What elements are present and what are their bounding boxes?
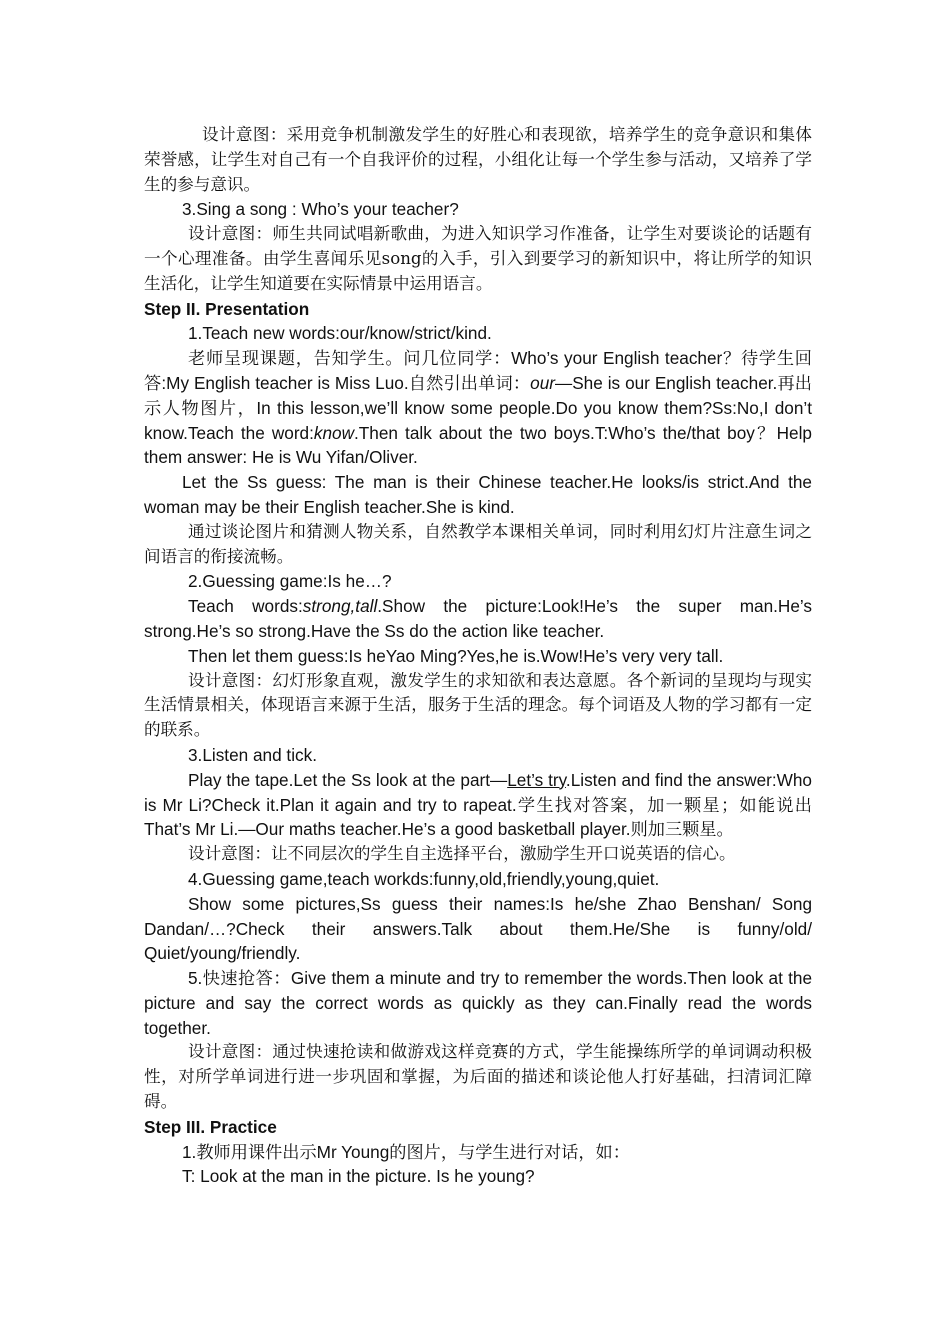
body-paragraph [144, 346, 812, 470]
text-run: .Show the picture:Look!He’s the super man.He’s strong.He’s so strong.Have the Ss do the action like teacher. [144, 596, 812, 641]
dialogue-line: T: Look at the man in the picture. Is he young? [182, 1166, 535, 1187]
body-paragraph [144, 594, 812, 644]
activity-item: 3.Sing a song : Who’s your teacher? [182, 199, 459, 220]
text-run: 老师呈现课题，告知学生。问几位同学：Who’s your English teacher？待学生回答:My English teacher is Miss Luo.自然引出单词： [144, 348, 812, 393]
activity-item: 2.Guessing game:Is he…? [188, 571, 392, 592]
step-heading: Step II. Presentation [144, 298, 310, 319]
design-intent-paragraph: 设计意图：幻灯形象直观，激发学生的求知欲和表达意愿。各个新词的呈现均与现实生活情景相关，体现语言来源于生活，服务于生活的理念。每个词语及人物的学习都有一定的联系。 [144, 670, 812, 740]
design-intent-paragraph: 设计意图：师生共同试唱新歌曲，为进入知识学习作准备，让学生对要谈论的话题有一个心理准备。由学生喜闻乐见song的入手，引入到要学习的新知识中，将让所学的知识生活化，让学生知道要在实际情景中运用语言。 [144, 224, 812, 293]
text-run: .Then talk about the two boys.T:Who’s the/that boy？Help them answer: He is Wu Yifan/Oliver. [144, 422, 812, 468]
body-paragraph [144, 768, 812, 842]
text-run: .Listen and find the answer:Who is Mr Li?Check it.Plan it again and try to rapeat.学生找对答案，加一颗星；如能说出That’s Mr Li.—Our maths teacher.He’s a good basketball player.则加三颗星。 [144, 769, 812, 840]
activity-item: 4.Guessing game,teach workds:funny,old,friendly,young,quiet. [188, 868, 660, 889]
body-paragraph: Then let them guess:Is heYao Ming?Yes,he is.Wow!He’s very very tall. [188, 645, 724, 666]
italic-word: our [530, 372, 556, 393]
activity-item: 3.Listen and tick. [188, 744, 317, 765]
design-intent-paragraph: 设计意图：让不同层次的学生自主选择平台，激励学生开口说英语的信心。 [188, 844, 736, 864]
body-paragraph: Show some pictures,Ss guess their names:Is he/she Zhao Benshan/ Song Dandan/…?Check their answers.Talk about them.He/She is funny/old/ Quiet/young/friendly. [144, 893, 812, 964]
activity-item: 1.Teach new words:our/know/strict/kind. [188, 323, 492, 344]
italic-word: strong,tall [302, 596, 378, 617]
underlined-link-text: Let’s try [507, 769, 566, 790]
body-paragraph: Let the Ss guess: The man is their Chinese teacher.He looks/is strict.And the woman may be their English teacher.She is kind. [144, 472, 812, 517]
body-paragraph: 通过谈论图片和猜测人物关系，自然教学本课相关单词，同时利用幻灯片注意生词之间语言的衔接流畅。 [144, 521, 812, 566]
text-run: Teach words: [188, 596, 303, 617]
text-run: Play the tape.Let the Ss look at the part— [188, 769, 508, 790]
activity-item: 5.快速抢答：Give them a minute and try to remember the words.Then look at the picture and say the correct words as quickly as they can.Finally read the words together. [144, 968, 812, 1038]
step-heading: Step III. Practice [144, 1116, 277, 1137]
document-page [144, 123, 812, 1189]
text-run: —She is our English teacher.再出示人物图片，In this lesson,we’ll know some people.Do you know them?Ss:No,I don’t know.Teach the word: [144, 372, 812, 443]
activity-item: 1.教师用课件出示Mr Young的图片，与学生进行对话，如： [182, 1141, 630, 1162]
design-intent-paragraph: 设计意图：采用竞争机制激发学生的好胜心和表现欲，培养学生的竞争意识和集体荣誉感，让学生对自己有一个自我评价的过程，小组化让每一个学生参与活动，又培养了学生的参与意识。 [144, 125, 812, 194]
italic-word: know [313, 422, 355, 443]
design-intent-paragraph: 设计意图：通过快速抢读和做游戏这样竞赛的方式，学生能操练所学的单词调动积极性，对所学单词进行进一步巩固和掌握，为后面的描述和谈论他人打好基础，扫清词汇障碍。 [144, 1042, 812, 1112]
